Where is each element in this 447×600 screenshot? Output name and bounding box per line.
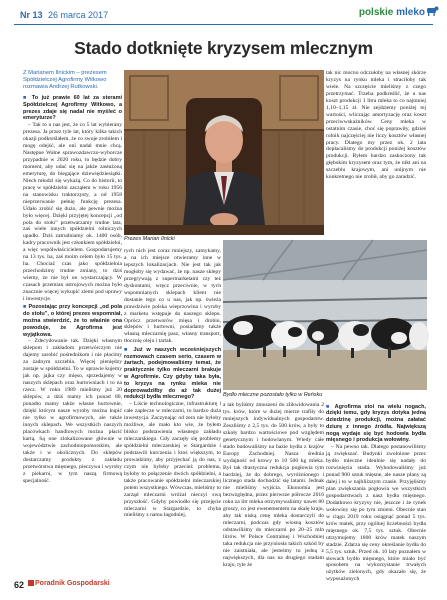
footer-brand-text: Poradnik Gospodarski: [35, 580, 110, 587]
cow-icon: [425, 5, 439, 17]
issue-info: [20, 10, 108, 20]
question-4-text: Agrofirma stoi na wielu nogach, dzięki temu, gdy kryzys dotyka jedną dziedzinę produkcji, można załatać dziurę z innego źródła. Największą nogą wydaje się być hodowla bydła mięsnego i produkcja wołowiny.: [326, 403, 426, 444]
question-3-text: Już w naszych wcześniejszych rozmowach czasem serio, czasem w żartach, podejmowaliśmy temat, że praktycznie tylko mleczarni brakuje w Agrofirmie. Czy gdyby taka była, to kryzys na rynku mleka nie doprowadziłby do aż tak dużej redukcji bydła mlecznego?: [124, 346, 222, 401]
question-4: [326, 404, 426, 445]
question-3: [124, 347, 221, 401]
column-3: [223, 402, 324, 568]
question-2-text: Pozostając przy koncepcji „od pola do stołu”, o której prezes wspomniał, można stwierdzić, że to właśnie ona powoduje, że Agrofirma jest wyjątkowa.: [23, 304, 122, 338]
byline: Z Marianem Ilnickim – prezesem Spółdzielczej Agrofirmy Witkowo rozmawia Andrzej Rutkowski.: [23, 70, 107, 90]
answer-1: – Tak to u nas jest, że co 5 lat wybierany prezesa. Ja przez tyle lat, który kilka takich okazji podkreślałem, że co swoje zrobiłem i mogę odejść, ale oni nadal mnie chcą. Następne Walne sprawozdawczo-wyborcze przypadnie w 2020 roku, to będzie dobry moment, aby udać się na jakże zasłużoną emeryturę, do biegające dziewiędziesiątki. Niech młodzi się wykażą. Co do historii, to pracę w spółdzielni zacząłem w roku 1956 na stanowisku traktorzysty, a od 1958 nieprzerwanie pełnię funkcję prezesa. Udało zrobić się dużo, ale pewnie można było więcej. Dzięki przyjętej koncepcji „od pola do stołu” przetwarzamy trudne lata, zaś wiele innych spółdzielni rolniczych upadło. Dziś zatrudniamy ok. 1400 osób, kadry pracownik jest członkiem spółdzielni, a więc współwłaścicielem. Gospodarujemy na 13 tys. ha, zaś moim celem było 15 tys. ha. Chociaż czas jako spółdzielnia przechodzimy trudne zmiany, to dziś wiemy, że nie był on wystarczający. W czasach przemian ustrojowych można było znacznie więcej wykupić ziemi pod uprawy i inwestycje.: [23, 122, 122, 303]
article-title: Stado dotknięte kryzysem mlecznym: [74, 38, 373, 58]
answer-3-end: tak nic mocno odczułoby na własnej skórze kryzys na rynku mleka i straciłoby tak wiele. Na szczęście mieliśmy z czego przetrzymać. Trzeba podkreślić, że u nas koszt produkcji 1 litra mleka to co najmniej 1,10–1,15 zł. Nie zejdziemy poniżej tej wartości, wliczając amortyzację oraz koszt przeciwwskaźników. Ceny mleka w ostatnim czasie, choć się poprawiły, gdzieś rolnik najczęściej nie liczy kosztów własnej pracy. Dlatego my przez ok. 2 lata dopłacaliśmy do produkcji poniżej kosztów produkcji. Byłem bardzo zaskoczony tak głębokim kryzysem oraz tym, że nikt ani na szczeblu krajowym, ani unijnym nie konkretnego nie zrobił, aby go zaradzić.: [326, 70, 426, 181]
brand-left: polskie: [358, 7, 394, 18]
answer-3-continued: a tak byliśmy zmuszeni do zlikwidowania 2 tys. krów, które w dużej mierze trafiły do mniejszych indywidualnych gospodarstw. Zeszliśmy z 2,5 tys. do 500 krów, a były to szkoły bardzo wartościowe pod względem genetycznym i hodowlanym. Wtedy całe stado budowaliśmy na bazie bydła z krajów Europy Zachodniej. Nasza średnia wydajność od krowy to 10 500 kg mleka. Był tak drastyczna redukcja pogłowia tym bardziej, że do dobrego, wyróżnionego i licznego stada dochodzić się latami. Jednak nie mieliśmy wyjścia. Ekonomia jest bezwzględna, przez pierwsze półrocze 2016 roku za litr mleka otrzymywaliśmy nawet 80 groszy, co jest ewenementem na skalę kraju, aby tak niską cenę mleka dostarczyli do mleczarni, podczas gdy wiosną kosztów odstawiliśmy do mleczarni po 20–25 mln litrów. W Polsce Centralnej i Wschodniej taka redukcja nie przyniosła takich szkód by nie zaistniała, ale jesteśmy tu jedną z największych, dla nas na drugiego stadam kraju, tyle że: [223, 402, 324, 568]
issue-date: 26 marca 2017: [48, 10, 109, 20]
column-2: [124, 248, 221, 540]
photo-cows: [223, 240, 427, 390]
question-1-text: To już prawie 60 lat za sterami Spółdzielczej Agrofirmy Witkowo, a prezes zdaje się nadal nie myśleć o emeryturze?: [23, 95, 122, 122]
footer-brand: [28, 580, 110, 587]
brand-right: mleko: [396, 7, 425, 18]
header-rule: [14, 24, 433, 25]
bullet-icon: ■: [326, 403, 335, 410]
column-4-top: [326, 70, 426, 238]
answer-4: – Na pewno tak. Dlatego postanowiliśmy ją zwiększać. Budynki zwolnione przez bydło mleczne idealnie się nadały do rozwinięcia stada. Wyhodowaliśmy już ponad 900 sztuk mięsne, ale nasze plany są dalej i to w najbliższym czasie. Przyjęliśmy plan zwiększania pogłowia we wszystkich gospodarstwach z nasz bydła mięsnego. Dodatkowo kryzysy nie, jeszcze i że rynek wołowiny się po tym zmieni. Obecnie stan w ciągu 2019 roku osiągnąć ponad 5 tys. krów matek, przy ogólnej liczebności bydła mięsnego ok. 7,5 tys. sztuk. Obecnie utrzymujemy 1800 krów matek naszym stadzie. Zdarza się ceny określanie bydła do 5,5 tys. sztuk. Przed ok. 10 laty poznałem w słowach bydło mięsnego, które miało być sposobem na wykorzystanie trwałych użytków zielonych, gdy okazało się, że wyposażonych: [326, 444, 426, 583]
logo-mark-icon: [28, 580, 34, 586]
page-number: 62: [14, 580, 25, 590]
photo-caption-2: Bydło mleczne pozostało tylko w Reńsku: [223, 392, 323, 398]
column-4-bottom: [326, 402, 426, 583]
column-1: [23, 70, 122, 540]
bullet-icon: ■: [124, 346, 134, 353]
issue-number: Nr 13: [20, 10, 43, 20]
answer-3: – Liście technologiczne, infrastrukturę i całe zaplecze w mleczarni, to bardzo duża inwestycja. Zaczynając od zera nie byłoby możliwe, ale mało kto wie, że byłem blisko podstawienia własnego zakładu mleczarskiego. Gdy zaczęły się problemy spółdzielni mleczarskiej w Stargardzie i podstawili kurczenia i ktoś większym, to prowadzimy, aby przyjechać ją do nas, z czym nie byłoby przecież problemu, byłoby to połączenie dwóch spółdzielni, a także pracowanie spółdzielni mleczarskiej potem wszystkiego. Wówczas, mieliśmy to zarząd mleczarni wróżał nieczyi swą przyszłość. Gdyby powiodło się przejęcie mleczarni w Stargardzie, to chyba mieliśmy z namu łagodniej,: [124, 401, 221, 519]
question-1: [23, 95, 122, 122]
page-header: [0, 0, 447, 24]
bullet-icon: ■: [23, 95, 32, 101]
question-2: [23, 304, 122, 338]
photo-prezes: [124, 70, 324, 235]
section-brand: [359, 7, 425, 18]
answer-2: – Zdecydowanie tak. Dzięki własnym sklepom i zakładom przetwórczym nie dajemy zarobić pośrednikom i nie płacimy za żadnym szczebla. Więcej pieniędzy zostaje w spółdzielni. To w uprawie kujemy jak np. jajka czy mięso, sprzedajemy w naszych sklepach oraz hurtowniach i to na rzecz. W roku 1989 mieliśmy już 20 sklepów, a dziś mamy ich ponad 80, ponadto mamy także własne hurtownie, dzięki którym nasze wyroby można kupić nie tylko w agrofirmowych, ale także innych sklepach. We wszystkich naszych placówkach handlowych można płacić kartą. Są one zlokalizowane głównie w województwie zachodniopomorskim, ale także i w okolicznych. Do sklepów dostarczamy produkty z zakładu przetwórstwa mięsnego, pieczywa i wyroby z piekarni, w tym naszą firmową specjalność.: [23, 338, 122, 484]
answer-2-continued: rych nich jest coraz mniejszy, zamykamy, a na ich miejsce otwieramy inne w lepszych lokalizacjach. Nie jest tak jak mogłoby się wydawać, że np. nasze sklepy przegrywają z supermarketami czy też dyskontami, wręcz przeciwnie, w tych wspomnianych sklepach klient nie dostanie tego co u nas, jak np. świeża prawdziwie polska wieprzowina i wyroby z marketu wstępuje do naszego sklepu. Oprócz przetworów mięsa i drobiu, sklepów i hurtowni, posiadamy także własną mleczarnię pasz, własny transport, tłocznię oleju i tartak.: [124, 248, 221, 345]
photo-caption-1: Prezes Marian Ilnicki: [124, 236, 175, 242]
bullet-icon: ■: [23, 304, 29, 311]
